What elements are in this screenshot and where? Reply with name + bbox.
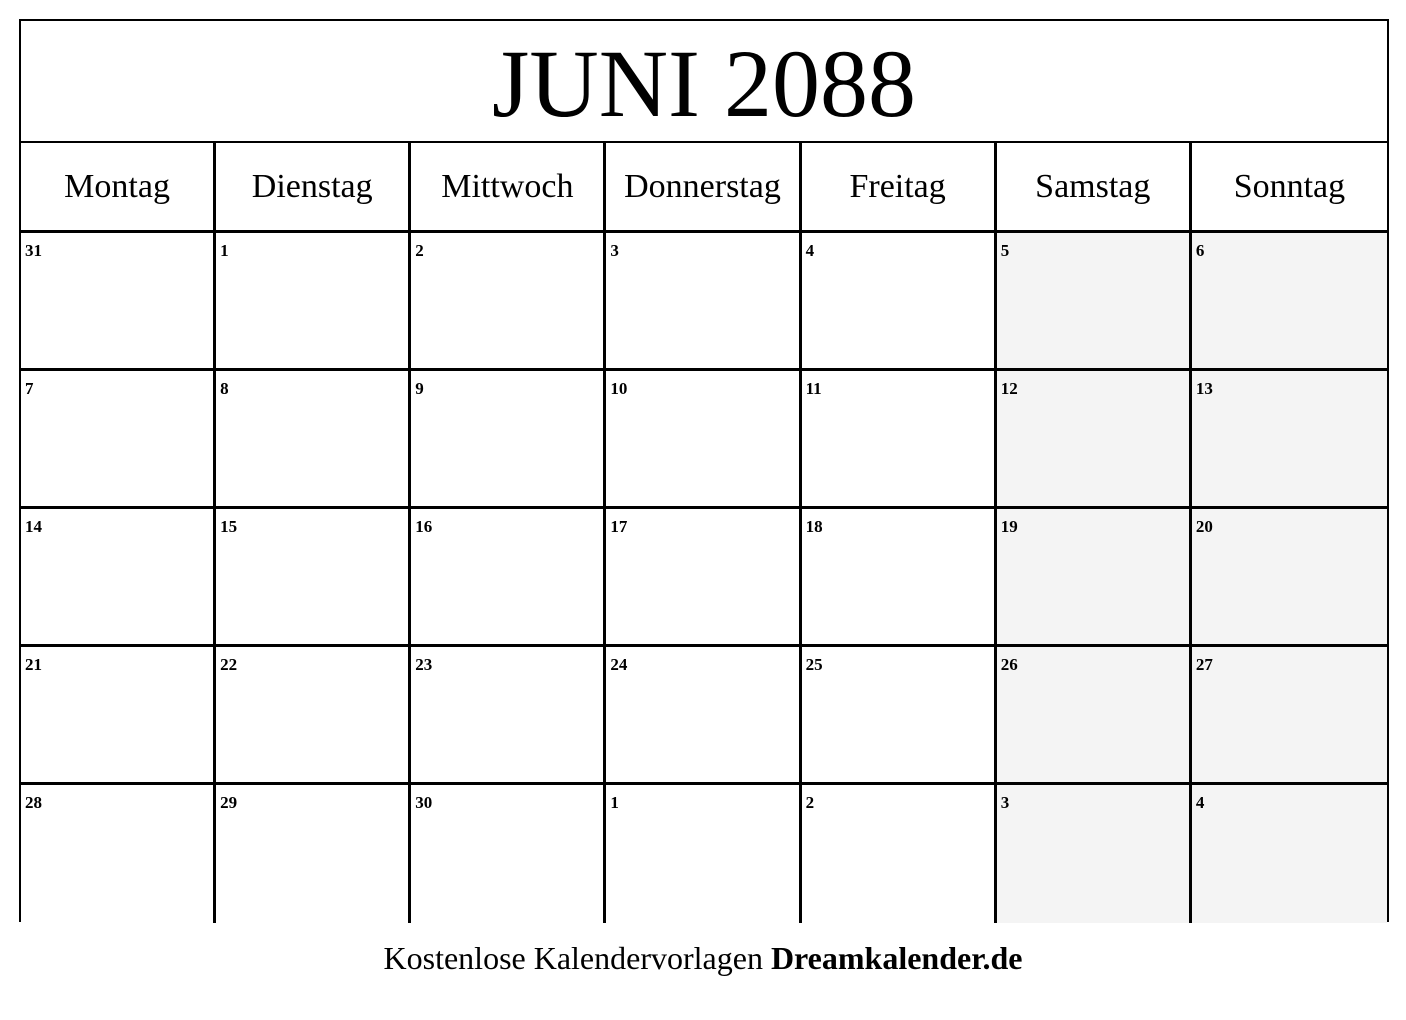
day-cell: [216, 233, 411, 371]
day-cell: [802, 647, 997, 785]
day-cell: [1192, 647, 1387, 785]
month-title: JUNI 2088: [492, 30, 916, 137]
day-cell: [21, 509, 216, 647]
day-number: 25: [805, 655, 823, 674]
day-number: 28: [25, 793, 42, 812]
footer-brand: Dreamkalender.de: [770, 940, 1023, 976]
day-cell: [606, 509, 801, 647]
day-number: 2: [805, 793, 815, 812]
day-number: 16: [415, 517, 433, 536]
day-cell: [216, 509, 411, 647]
day-cell: [606, 647, 801, 785]
weekday-header-wednesday: Mittwoch: [411, 143, 606, 233]
footer: [0, 940, 1406, 977]
day-number: 14: [25, 517, 42, 536]
weekday-header-friday: Freitag: [802, 143, 997, 233]
day-number: 13: [1195, 379, 1213, 398]
day-cell: [997, 509, 1192, 647]
day-number: 20: [1195, 517, 1213, 536]
day-number: 19: [1000, 517, 1018, 536]
day-cell: [802, 233, 997, 371]
day-cell: [411, 371, 606, 509]
day-cell: [997, 233, 1192, 371]
day-number: 9: [415, 379, 424, 398]
day-number: 21: [25, 655, 42, 674]
day-cell: [21, 233, 216, 371]
weekday-header-sunday: Sonntag: [1192, 143, 1387, 233]
day-cell: [997, 371, 1192, 509]
day-number: 7: [25, 379, 34, 398]
day-number: 1: [220, 241, 229, 260]
day-cell: [802, 371, 997, 509]
day-cell: [411, 785, 606, 923]
day-number: 15: [220, 517, 238, 536]
day-cell: [21, 647, 216, 785]
day-number: 3: [1000, 793, 1010, 812]
day-number: 10: [610, 379, 628, 398]
day-cell: [997, 647, 1192, 785]
day-number: 6: [1195, 241, 1205, 260]
day-cell: [216, 785, 411, 923]
weekday-header-monday: Montag: [21, 143, 216, 233]
day-cell: [1192, 233, 1387, 371]
day-number: 24: [610, 655, 628, 674]
footer-text: Kostenlose Kalendervorlagen: [383, 940, 763, 976]
day-cell: [606, 371, 801, 509]
day-number: 8: [220, 379, 229, 398]
day-number: 3: [610, 241, 619, 260]
day-cell: [997, 785, 1192, 923]
day-cell: [1192, 785, 1387, 923]
day-number: 2: [415, 241, 424, 260]
day-cell: [411, 647, 606, 785]
calendar-grid: [21, 143, 1387, 923]
day-number: 4: [805, 241, 815, 260]
day-number: 27: [1195, 655, 1213, 674]
day-cell: [411, 233, 606, 371]
day-cell: [606, 233, 801, 371]
day-cell: [802, 785, 997, 923]
day-number: 5: [1000, 241, 1010, 260]
weekday-header-saturday: Samstag: [997, 143, 1192, 233]
day-number: 1: [610, 793, 619, 812]
day-number: 18: [805, 517, 823, 536]
day-number: 12: [1000, 379, 1018, 398]
day-cell: [1192, 371, 1387, 509]
day-cell: [1192, 509, 1387, 647]
day-cell: [21, 371, 216, 509]
day-number: 4: [1195, 793, 1205, 812]
day-number: 29: [220, 793, 238, 812]
day-number: 22: [220, 655, 238, 674]
day-number: 17: [610, 517, 628, 536]
day-number: 26: [1000, 655, 1018, 674]
day-cell: [21, 785, 216, 923]
day-cell: [216, 647, 411, 785]
day-cell: [216, 371, 411, 509]
day-number: 31: [25, 241, 42, 260]
day-number: 30: [415, 793, 433, 812]
day-number: 23: [415, 655, 433, 674]
weekday-header-thursday: Donnerstag: [606, 143, 801, 233]
weekday-header-tuesday: Dienstag: [216, 143, 411, 233]
calendar: [19, 19, 1389, 922]
day-cell: [802, 509, 997, 647]
day-cell: [411, 509, 606, 647]
day-cell: [606, 785, 801, 923]
day-number: 11: [805, 379, 822, 398]
title-bar: [21, 21, 1387, 143]
